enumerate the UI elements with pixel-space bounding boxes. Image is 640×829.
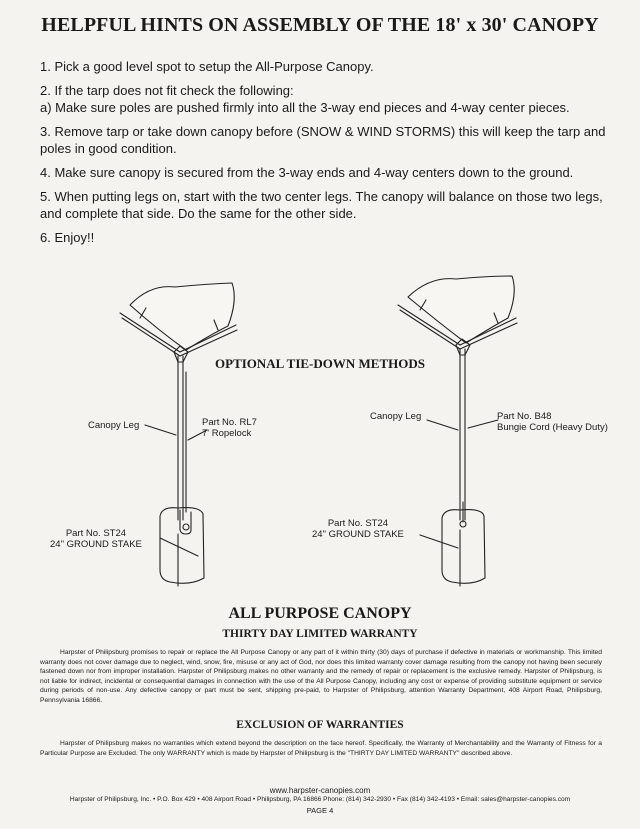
hint-item: 3. Remove tarp or take down canopy before (SNOW & WIND STORMS) this will keep the tarp and poles in good condition. [40,124,606,156]
hint-item: 6. Enjoy!! [40,230,95,245]
hint-subitem: a) Make sure poles are pushed firmly into all the 3-way end pieces and 4-way center pieces. [40,100,570,115]
right-stake-label: Part No. ST24 24" GROUND STAKE [312,518,404,540]
warranty-heading: ALL PURPOSE CANOPY [228,605,412,622]
hint-item: 5. When putting legs on, start with the two center legs. The canopy will balance on those two legs, and complete that side. Do the same for the other side. [40,189,603,221]
left-leg-label: Canopy Leg [88,420,140,431]
exclusion-heading: EXCLUSION OF WARRANTIES [236,719,404,731]
right-part-label: Part No. B48 Bungie Cord (Heavy Duty) [497,411,608,433]
website-link[interactable]: www.harpster-canopies.com [269,786,371,795]
hints-list [40,58,620,253]
left-stake-label: Part No. ST24 24" GROUND STAKE [50,528,142,550]
left-part-label: Part No. RL7 7' Ropelock [202,417,257,439]
page-number: PAGE 4 [306,806,334,815]
hint-item: 1. Pick a good level spot to setup the All-Purpose Canopy. [40,59,374,74]
footer-address: Harpster of Philipsburg, Inc. • P.O. Box 429 • 408 Airport Road • Philipsburg, PA 16866 Phone: (814) 342-2930 • Fax (814) 342-4193 • Email: sales@harpster-canopies.com [69,796,571,803]
hint-item: 2. If the tarp does not fit check the following: a) Make sure poles are pushed firmly into all the 3-way end pieces and 4-way center pieces. [40,82,620,116]
warranty-body: Harpster of Philipsburg promises to repair or replace the All Purpose Canopy or any part of it within thirty (30) days of purchase if defective in materials or workmanship. This limited warranty does not cover damage due to neglect, wind, snow, fire, misuse or any act of God, nor does this limited warranty cover damage resulting from the canopy not having been securely fastened down nor from improper installation. Harpster of Philipsburg makes no other warranty and the remedy of repair or replacement is the exclusive remedy. Harpster of Philipsburg, is not liable for indirect, incidental or consequential damages in connection with the use of the All Purpose Canopy, including any cost or expense of providing substitute equipment or service during periods of non-use. Any defective canopy or part must be sent, shipping pre-paid, to Harpster of Philipsburg, attention Warranty Department, 408 Airport Road, Philipsburg, Pennsylvania 16866. [40,649,602,704]
exclusion-body: Harpster of Philipsburg makes no warranties which extend beyond the description on the face hereof. Specifically, the Warranty of Merchantability and the Warranty of Fitness for a Particular Purpose are Excluded. The only WARRANTY which is made by Harpster of Philipsburg is the "THIRTY DAY LIMITED WARRANTY" described above. [40,740,602,757]
hint-item: 4. Make sure canopy is secured from the 3-way ends and 4-way centers down to the ground. [40,165,574,180]
right-leg-label: Canopy Leg [370,411,422,422]
warranty-subheading: THIRTY DAY LIMITED WARRANTY [222,628,418,640]
diagram-title: OPTIONAL TIE-DOWN METHODS [215,356,425,371]
page-title: HELPFUL HINTS ON ASSEMBLY OF THE 18' x 30' CANOPY [41,14,599,36]
